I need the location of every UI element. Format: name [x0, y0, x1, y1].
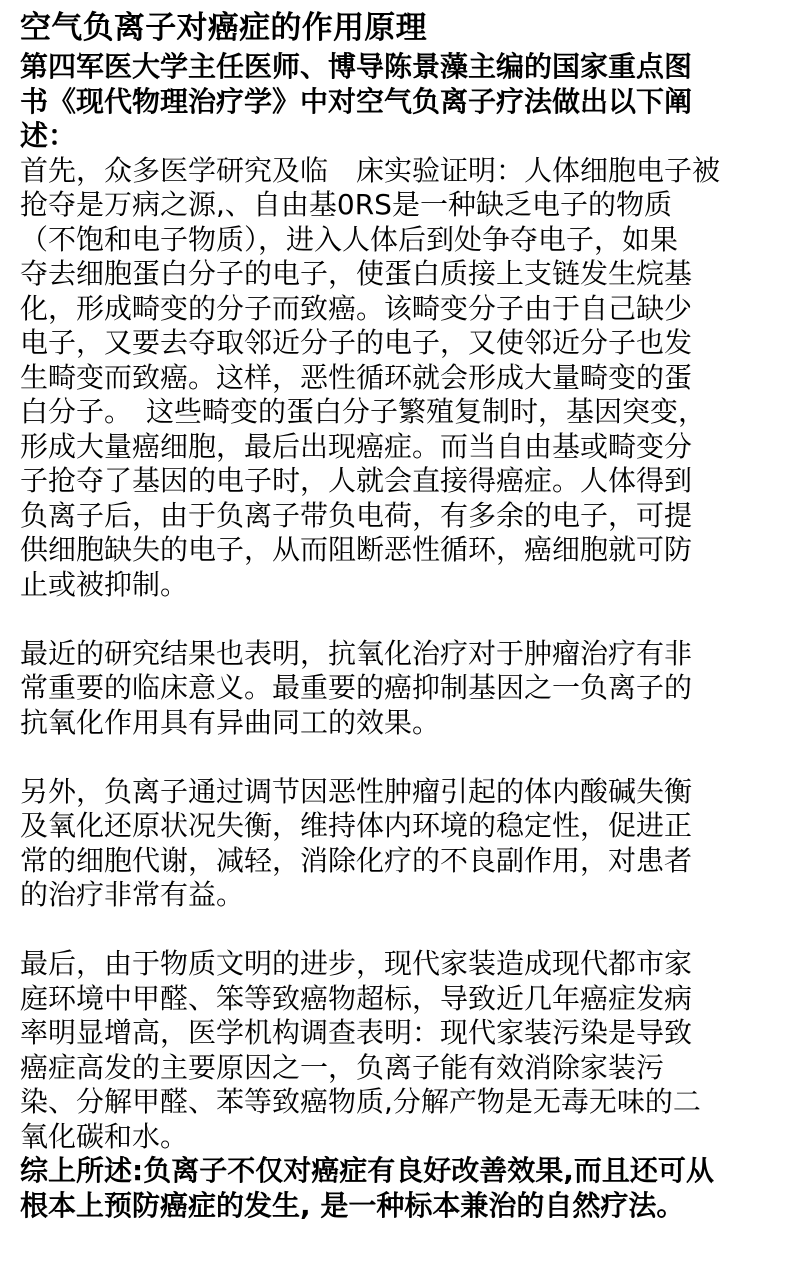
- text-line: 形成大量癌细胞，最后出现癌症。而当自由基或畸变分: [20, 429, 693, 463]
- text-line: 供细胞缺失的电子，从而阻断恶性循环，癌细胞就可防: [20, 533, 693, 566]
- text-line: 子抢夺了基因的电子时，人就会直接得癌症。人体得到: [20, 464, 693, 497]
- text-line: 庭环境中甲醛、笨等致癌物超标，导致近几年癌症发病: [20, 981, 693, 1015]
- text-line: 最近的研究结果也表明，抗氧化治疗对于肿瘤治疗有非: [20, 636, 693, 670]
- text-line: 化，形成畸变的分子而致癌。该畸变分子由于自己缺少: [20, 291, 693, 325]
- text-line: 止或被抑制。: [20, 567, 189, 601]
- text-line: 首先，众多医学研究及临 床实验证明：人体细胞电子被: [20, 153, 721, 187]
- text-line: （不饱和电子物质），进入人体后到处争夺电子，如果: [20, 222, 679, 256]
- intro-line: 第四军医大学主任医师、博导陈景藻主编的国家重点图: [20, 50, 693, 83]
- paragraph-first: [20, 154, 770, 603]
- text-line: 的治疗非常有益。: [20, 878, 245, 911]
- summary-line: 根本上预防癌症的发生, 是一种标本兼治的自然疗法。: [20, 1188, 685, 1222]
- text-line: 电子，又要去夺取邻近分子的电子，又使邻近分子也发: [20, 326, 693, 359]
- text-line: 负离子后，由于负离子带负电荷，有多余的电子，可提: [20, 498, 693, 532]
- text-line: 生畸变而致癌。这样，恶性循环就会形成大量畸变的蛋: [20, 360, 693, 394]
- paragraph-home-pollution: [20, 947, 770, 1154]
- paragraph-antioxidant: [20, 637, 770, 741]
- intro-paragraph: [20, 50, 770, 154]
- intro-line: 述：: [20, 119, 77, 152]
- summary-paragraph: [20, 1154, 770, 1223]
- intro-line: 书《现代物理治疗学》中对空气负离子疗法做出以下阐: [20, 84, 693, 118]
- text-line: 另外，负离子通过调节因恶性肿瘤引起的体内酸碱失衡: [20, 774, 693, 808]
- text-line: 率明显增高，医学机构调查表明：现代家装污染是导致: [20, 1016, 693, 1049]
- article-title: 空气负离子对癌症的作用原理: [20, 10, 427, 46]
- text-line: 常的细胞代谢，减轻，消除化疗的不良副作用，对患者: [20, 843, 693, 877]
- text-line: 白分子。 这些畸变的蛋白分子繁殖复制时，基因突变，: [20, 395, 707, 428]
- text-line: 抗氧化作用具有异曲同工的效果。: [20, 705, 441, 739]
- text-line: 夺去细胞蛋白分子的电子，使蛋白质接上支链发生烷基: [20, 257, 693, 290]
- text-line: 及氧化还原状况失衡，维持体内环境的稳定性，促进正: [20, 809, 693, 842]
- text-line: 抢夺是万病之源,、自由基0RS是一种缺乏电子的物质: [20, 188, 672, 221]
- summary-line: 综上所述:负离子不仅对癌症有良好改善效果,而且还可从: [20, 1154, 714, 1187]
- text-line: 癌症高发的主要原因之一，负离子能有效消除家装污: [20, 1050, 665, 1084]
- text-line: 常重要的临床意义。最重要的癌抑制基因之一负离子的: [20, 671, 693, 704]
- text-line: 染、分解甲醛、苯等致癌物质,分解产物是无毒无味的二: [20, 1085, 701, 1118]
- text-line: 最后，由于物质文明的进步，现代家装造成现代都市家: [20, 947, 693, 980]
- text-line: 氧化碳和水。: [20, 1119, 189, 1153]
- paragraph-acid-base: [20, 775, 770, 913]
- paragraph-gap: [20, 913, 770, 948]
- paragraph-gap: [20, 740, 770, 775]
- paragraph-gap: [20, 602, 770, 637]
